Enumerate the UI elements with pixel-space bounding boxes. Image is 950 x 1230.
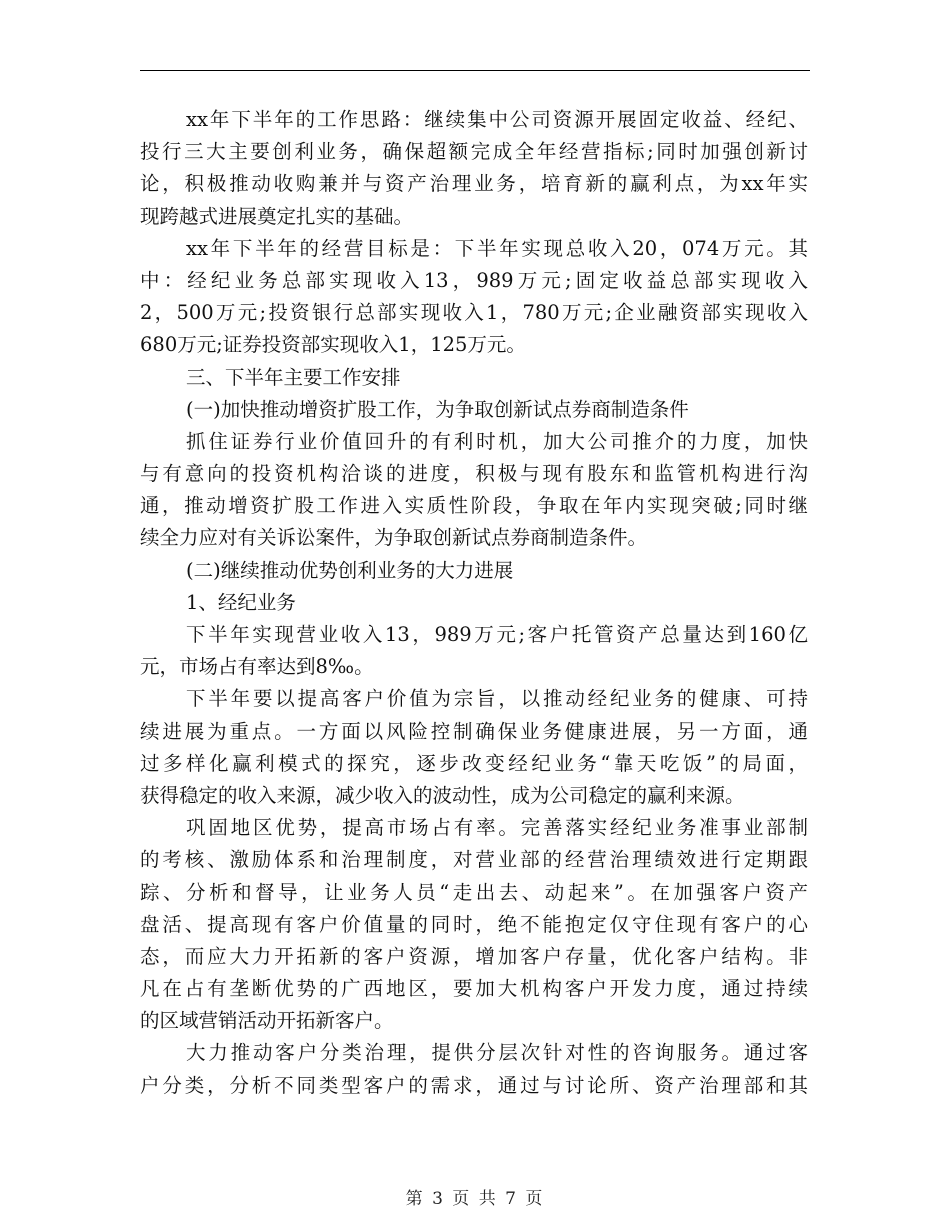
paragraph: [140, 619, 808, 683]
paragraph: [140, 587, 808, 619]
paragraph-line: 中：经纪业务总部实现收入13，989万元;固定收益总部实现收入: [140, 268, 808, 292]
paragraph-line: 续全力应对有关诉讼案件，为争取创新试点券商制造条件。: [140, 526, 648, 550]
paragraph-line: 户分类，分析不同类型客户的需求，通过与讨论所、资产治理部和其: [140, 1073, 808, 1097]
page-number-label: 第 3 页 共 7 页: [405, 1189, 545, 1209]
paragraph-line: 投行三大主要创利业务，确保超额完成全年经营指标;同时加强创新讨: [140, 140, 808, 164]
paragraph-line: 的区域营销活动开拓新客户。: [140, 1009, 394, 1033]
paragraph-line: 680万元;证券投资部实现收入1，125万元。: [140, 333, 526, 357]
paragraph-line: 过多样化赢利模式的探究，逐步改变经纪业务“靠天吃饭”的局面，: [140, 751, 808, 775]
paragraph-line: xx年下半年的经营目标是：下半年实现总收入20，074万元。其: [186, 236, 808, 260]
paragraph: [140, 104, 808, 233]
paragraph-line: 凡在占有垄断优势的广西地区，要加大机构客户开发力度，通过持续: [140, 977, 808, 1001]
page-footer: [0, 1184, 950, 1209]
paragraph-line: (一)加快推动增资扩股工作，为争取创新试点券商制造条件: [186, 397, 689, 421]
paragraph-line: 续进展为重点。一方面以风险控制确保业务健康进展，另一方面，通: [140, 719, 808, 743]
paragraph-line: 大力推动客户分类治理，提供分层次针对性的咨询服务。通过客: [186, 1041, 808, 1065]
paragraph: [140, 426, 808, 555]
paragraph-line: 巩固地区优势，提高市场占有率。完善落实经纪业务准事业部制: [186, 816, 808, 840]
paragraph-line: 的考核、激励体系和治理制度，对营业部的经营治理绩效进行定期跟: [140, 848, 808, 872]
paragraph-line: 态，而应大力开拓新的客户资源，增加客户存量，优化客户结构。非: [140, 944, 808, 968]
paragraph-line: 与有意向的投资机构洽谈的进度，积极与现有股东和监管机构进行沟: [140, 462, 808, 486]
paragraph-line: 论，积极推动收购兼并与资产治理业务，培育新的赢利点，为xx年实: [140, 172, 808, 196]
paragraph-line: 1、经纪业务: [186, 590, 296, 614]
paragraph-line: xx年下半年的工作思路：继续集中公司资源开展固定收益、经纪、: [186, 108, 808, 131]
paragraph-line: 现跨越式进展奠定扎实的基础。: [140, 204, 414, 228]
paragraph: [140, 233, 808, 362]
paragraph: [140, 362, 808, 394]
paragraph-line: 2，500万元;投资银行总部实现收入1，780万元;企业融资部实现收入: [140, 301, 808, 325]
paragraph: [140, 555, 808, 587]
paragraph-line: 获得稳定的收入来源，减少收入的波动性，成为公司稳定的赢利来源。: [140, 783, 745, 807]
document-body: [140, 104, 808, 1102]
paragraph-line: 下半年要以提高客户价值为宗旨，以推动经纪业务的健康、可持: [186, 687, 808, 711]
header-rule: [140, 70, 810, 71]
paragraph-line: 踪、分析和督导，让业务人员“走出去、动起来”。在加强客户资产: [140, 880, 808, 904]
paragraph: [140, 812, 808, 1037]
paragraph-line: 元，市场占有率达到8‰。: [140, 655, 374, 679]
paragraph-line: 盘活、提高现有客户价值量的同时，绝不能抱定仅守住现有客户的心: [140, 912, 808, 936]
paragraph: [140, 683, 808, 812]
paragraph: [140, 1037, 808, 1101]
paragraph-line: 通，推动增资扩股工作进入实质性阶段，争取在年内实现突破;同时继: [140, 494, 808, 518]
paragraph-line: 三、下半年主要工作安排: [186, 365, 401, 389]
paragraph-line: 下半年实现营业收入13，989万元;客户托管资产总量达到160亿: [186, 623, 808, 646]
paragraph-line: 抓住证券行业价值回升的有利时机，加大公司推介的力度，加快: [186, 429, 808, 453]
paragraph-line: (二)继续推动优势创利业务的大力进展: [186, 558, 514, 582]
paragraph: [140, 394, 808, 426]
